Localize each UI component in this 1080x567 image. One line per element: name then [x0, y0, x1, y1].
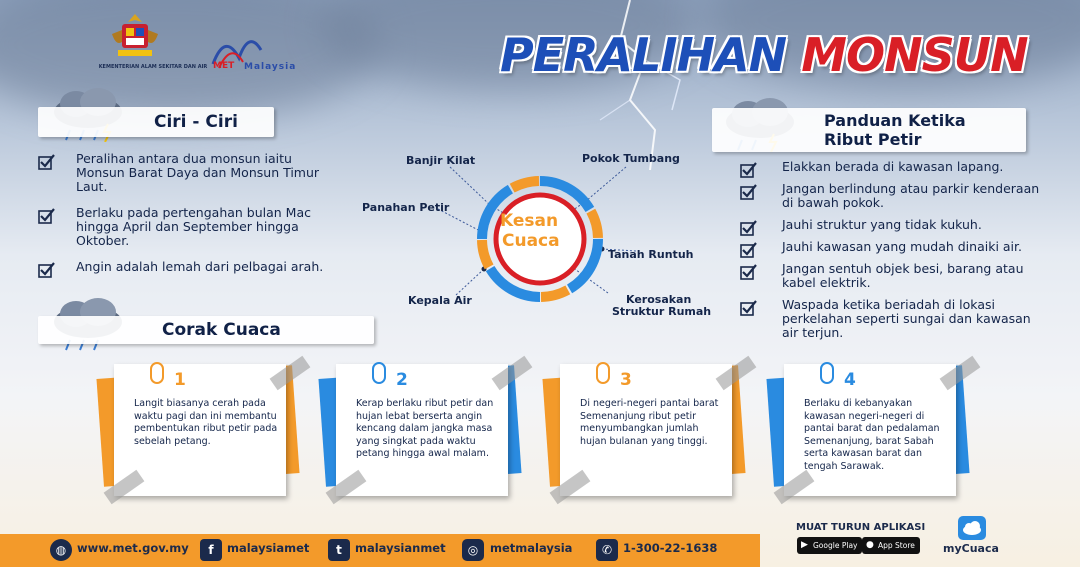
app-store-button[interactable]	[862, 537, 920, 554]
note-number: 1	[174, 370, 186, 390]
list-item	[38, 260, 338, 274]
kesan-label-pokok-tumbang: Pokok Tumbang	[582, 152, 680, 165]
phone-number[interactable]: 1-300-22-1638	[623, 541, 718, 555]
kesan-label-panahan-petir: Panahan Petir	[362, 201, 450, 214]
cloud-icon	[958, 516, 986, 540]
list-item	[740, 182, 1040, 210]
title-word-peralihan: PERALIHAN	[500, 28, 787, 82]
title-word-monsun: MONSUN	[801, 28, 1028, 82]
checkbox-check-icon	[38, 261, 56, 279]
google-play-button[interactable]	[797, 537, 862, 554]
list-item-text: Jauhi kawasan yang mudah dinaiki air.	[782, 239, 1022, 254]
corak-note-3	[546, 362, 746, 500]
note-text: Langit biasanya cerah pada waktu pagi dan ini membantu pembentukan ribut petir pada sebelah petang.	[134, 398, 278, 447]
list-item	[38, 206, 338, 248]
corak-note-1	[100, 362, 300, 500]
malaysia-coat-of-arms-logo	[108, 12, 162, 60]
note-number: 4	[844, 370, 856, 390]
note-text: Kerap berlaku ribut petir dan hujan lebat berserta angin kencang dalam jangka masa yang singkat pada waktu petang hingga awal malam.	[356, 398, 494, 459]
corak-note-2	[322, 362, 522, 500]
checkbox-check-icon	[740, 183, 758, 201]
list-item-text: Elakkan berada di kawasan lapang.	[782, 159, 1004, 174]
twitter-icon: t	[328, 539, 350, 561]
kesan-label-kepala-air: Kepala Air	[408, 294, 472, 307]
facebook-link[interactable]: malaysiamet	[227, 541, 310, 555]
kesan-label-banjir-kilat: Banjir Kilat	[406, 154, 476, 167]
section-header-panduan	[712, 108, 1026, 152]
kesan-center-line1: Kesan	[500, 211, 559, 231]
play-store-icon: ▶	[801, 540, 808, 550]
checkbox-check-icon	[740, 219, 758, 237]
section-header-ciri: Ciri - Ciri	[38, 107, 274, 137]
kesan-label-kerosakan: Kerosakan	[626, 293, 692, 306]
mycuaca-app-icon[interactable]	[958, 516, 986, 540]
ciri-list	[38, 152, 338, 286]
list-item	[740, 298, 1040, 340]
panduan-heading-line1: Panduan Ketika	[824, 111, 966, 130]
corak-note-4	[770, 362, 970, 500]
paperclip-icon	[372, 362, 386, 384]
kesan-cuaca-diagram	[350, 145, 720, 325]
list-item-text: Jangan berlindung atau parkir kenderaan di bawah pokok.	[782, 181, 1040, 210]
kesan-center-line2: Cuaca	[502, 231, 560, 251]
list-item-text: Angin adalah lemah dari pelbagai arah.	[76, 259, 324, 274]
twitter-link[interactable]: malaysianmet	[355, 541, 446, 555]
list-item	[740, 160, 1040, 174]
list-item	[740, 240, 1040, 254]
paperclip-icon	[820, 362, 834, 384]
panduan-list	[740, 160, 1040, 348]
svg-text:MET: MET	[213, 61, 235, 71]
met-brand-text: Malaysia	[244, 62, 297, 72]
list-item-text: Berlaku pada pertengahan bulan Mac hingga April dan September hingga Oktober.	[76, 205, 312, 248]
page-title	[500, 28, 1028, 82]
kesan-label-struktur-rumah: Struktur Rumah	[612, 305, 712, 318]
list-item-text: Jangan sentuh objek besi, barang atau kabel elektrik.	[782, 261, 1024, 290]
paperclip-icon	[150, 362, 164, 384]
phone-icon: ✆	[596, 539, 618, 561]
mycuaca-app-name: myCuaca	[943, 542, 999, 555]
list-item-text: Jauhi struktur yang tidak kukuh.	[782, 217, 982, 232]
kesan-label-tanah-runtuh: Tanah Runtuh	[608, 248, 694, 261]
panduan-heading-line2: Ribut Petir	[824, 130, 922, 149]
note-text: Di negeri-negeri pantai barat Semenanjung ribut petir menyumbangkan jumlah hujan bulanan yang tinggi.	[580, 398, 719, 447]
note-number: 3	[620, 370, 632, 390]
google-play-label: Google Play	[813, 541, 858, 550]
app-store-label: App Store	[878, 541, 915, 550]
list-item	[38, 152, 338, 194]
note-text: Berlaku di kebanyakan kawasan negeri-negeri di pantai barat dan pedalaman Semenanjung, barat Sabah serta kawasan barat dan tengah Sarawak.	[804, 398, 940, 472]
list-item-text: Waspada ketika beriadah di lokasi perkelahan seperti sungai dan kawasan air terjun.	[782, 297, 1031, 340]
facebook-icon: f	[200, 539, 222, 561]
apple-icon: ●	[866, 540, 874, 550]
checkbox-check-icon	[38, 207, 56, 225]
checkbox-check-icon	[740, 263, 758, 281]
checkbox-check-icon	[38, 153, 56, 171]
checkbox-check-icon	[740, 241, 758, 259]
list-item-text: Peralihan antara dua monsun iaitu Monsun Barat Daya dan Monsun Timur Laut.	[76, 151, 320, 194]
ministry-name: KEMENTERIAN ALAM SEKITAR DAN AIR	[98, 64, 208, 70]
instagram-link[interactable]: metmalaysia	[490, 541, 573, 555]
checkbox-check-icon	[740, 161, 758, 179]
section-header-corak: Corak Cuaca	[38, 316, 374, 344]
list-item	[740, 218, 1040, 232]
download-app-label: MUAT TURUN APLIKASI	[796, 522, 926, 533]
instagram-icon: ◎	[462, 539, 484, 561]
checkbox-check-icon	[740, 299, 758, 317]
note-number: 2	[396, 370, 408, 390]
website-link[interactable]: www.met.gov.my	[77, 541, 189, 555]
paperclip-icon	[596, 362, 610, 384]
globe-icon: ◍	[50, 539, 72, 561]
list-item	[740, 262, 1040, 290]
